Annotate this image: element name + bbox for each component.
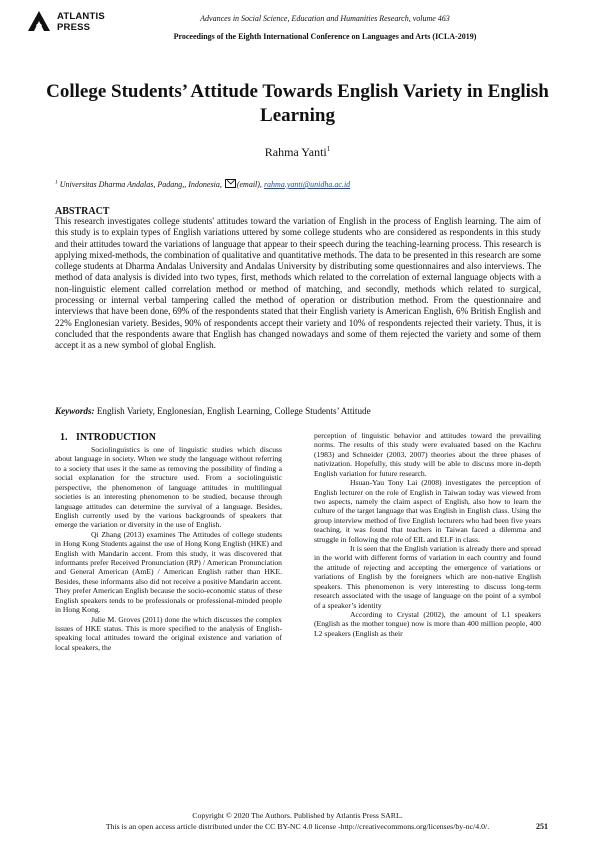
email-label: (email), (236, 180, 264, 189)
publisher-name (57, 11, 105, 33)
paragraph-continued: perception of linguistic behavior and attitudes toward the prevailing norms. The results of this study were evaluated based on the Kachru (1983) and Schneider (2003, 2007) theories about the three phases of nativization. Hopefully, this study will be able to discuss more in-depth English variation for future research. (314, 431, 541, 478)
license-notice: This is an open access article distributed under the CC BY-NC 4.0 license -http://creativecommons.org/licenses/by-nc/4.0/. (105, 822, 490, 831)
abstract-heading: ABSTRACT (55, 206, 110, 217)
right-column (314, 431, 541, 638)
page-number: 251 (536, 822, 548, 831)
section-number: 1. (60, 432, 68, 443)
abstract-body: This research investigates college students' attitudes toward the variation of English in the process of English learning. The aim of this study is to explain types of English variations uttered by some college students who are considered as respondents in this study and their attitudes toward the variations of language that appear to their speech during the teaching-learning process. This research is applying mixed-methods, the combination of qualitative and quantitative methods. The data to be presented in this research are some college students at Dharma Andalas University and Andalas University by distributing some questionnaires and also interviews. The method of data analysis is divided into two types, first, methods which related to the correlation of external language objects with a non-linguistic element called correlation method or method of matching, and secondly, methods which related to surgical, processing or internal verbal tampering called the method of operation or distribution method. From the questionnaire and interviews that have been done, 69% of the respondents stated that their English variety is American English, 6% British English and 22% Englonesian variety. Besides, 90% of respondents accept their variety and 10% of respondents rejected their variety. Thus, it is concluded that the respondents aware that English has changed nowadays and some of them rejected the variety and some of them accept it as a new symbol of global English. (55, 216, 541, 351)
section-title: INTRODUCTION (76, 432, 157, 443)
paragraph: Sociolinguistics is one of linguistic studies which discuss about language in society. When we study the language without referring to a society that uses it the same as removing the possibility of finding a social explanation for the structure used. From a sociolinguistic perspective, the phenomenon of language attitudes in multilingual societies is an interesting phenomenon to be studied, because through language attitudes can determine the survival of a language. Besides, English currently used by the various backgrounds of speakers that emerge the variation or diversity in the use of English. (55, 445, 282, 530)
keywords-text: English Variety, Englonesian, English Learning, College Students’ Attitude (94, 406, 371, 416)
paragraph: According to Crystal (2002), the amount of L1 speakers (English as the mother tongue) now is more than 400 million people, 400 L2 speakers (English as their (314, 610, 541, 638)
affiliation-superscript: 1 (55, 179, 58, 186)
publisher-name-line1: ATLANTIS (57, 11, 105, 22)
paragraph: It is seen that the English variation is already there and spread in the world with different forms of variation in each country and found the attitude of rejecting and accepting the emergence of variations or variations of English by the foreigners which are non-native English speakers. This phenomenon is very interesting to discuss long-term research associated with the usage of language on the point of a symbol of a speaker’s identity (314, 544, 541, 610)
author-email-link[interactable]: rahma.yanti@unidha.ac.id (263, 180, 351, 189)
author-superscript: 1 (326, 145, 331, 153)
affiliation-text: Universitas Dharma Andalas, Padang,, Indonesia, (57, 180, 224, 189)
series-running-head: Advances in Social Science, Education and Humanities Research, volume 463 (200, 14, 450, 23)
atlantis-a-logo-icon (27, 10, 51, 32)
paper-title: College Students’ Attitude Towards English Variety in English Learning (46, 81, 549, 126)
publisher-name-line2: PRESS (57, 22, 91, 33)
affiliation (55, 179, 555, 189)
copyright-notice: Copyright © 2020 The Authors. Published by Atlantis Press SARL. (192, 811, 403, 820)
keywords-line (55, 406, 541, 416)
proceedings-running-head: Proceedings of the Eighth International Conference on Languages and Arts (ICLA-2019) (173, 32, 477, 41)
publisher-logo (27, 8, 105, 38)
section-heading (60, 431, 282, 445)
envelope-icon (225, 179, 236, 188)
author-line (40, 145, 555, 160)
left-column (55, 431, 282, 652)
paragraph: Qi Zhang (2013) examines The Attitudes of college students in Hong Kong Students against the use of Hong Kong English (HKE) and English with Mandarin accent. From this study, it was discovered that informants prefer Received Pronunciation (RP) / American Pronunciation and General American (AmE) / American English rather than HKE. Besides, these informants also did not receive a positive Mandarin accent. They prefer American English because the socio-economic status of these English speakers tends to be professionals or professional-minded people in Hong Kong. (55, 529, 282, 615)
keywords-label: Keywords: (55, 406, 95, 416)
paragraph: Hsuan-Yau Tony Lai (2008) investigates the perception of English lecturer on the role of English in Taiwan today was viewed from two aspects, namely the claim aspect of English, also how to learn the culture of the target language that was English in English class. Using the group interview method of five English lecturers who had been five years teaching, it was found that teachers in Taiwan faced a dilemma and struggle in following the role of EIL and ELF in class. (314, 478, 541, 544)
paragraph: Julie M. Groves (2011) done the which discusses the complex issues of HKE status. This is more specified to the analysis of English-speaking local attitudes toward the original existence and variation of local speakers, the (55, 614, 282, 652)
author-name: Rahma Yanti (264, 145, 327, 159)
